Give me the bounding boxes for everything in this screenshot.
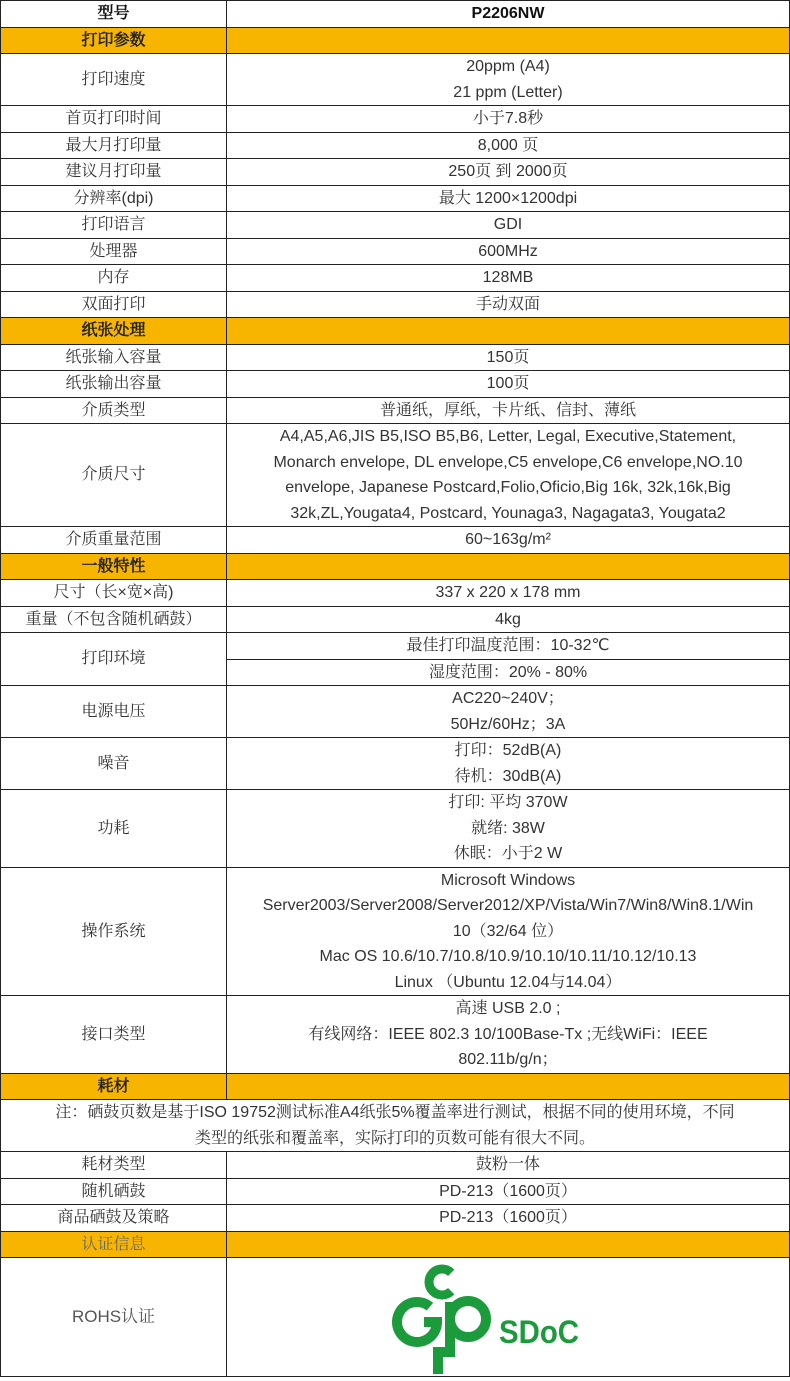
section-title: 纸张处理 (1, 318, 227, 345)
section-consumables (1, 1073, 790, 1100)
spec-label: 内存 (1, 265, 227, 292)
spec-row-environment-temperature (1, 633, 790, 660)
spec-value-line: A4,A5,A6,JIS B5,ISO B5,B6, Letter, Legal, Executive,Statement, (279, 428, 737, 445)
spec-label: 耗材类型 (1, 1152, 227, 1179)
logo-c-mark (429, 1269, 451, 1295)
spec-label: 介质重量范围 (1, 527, 227, 554)
spec-value-line: 10（32/64 位） (452, 922, 564, 940)
spec-value: 湿度范围：20% - 80% (227, 659, 790, 686)
spec-label: 尺寸（长×宽×高) (1, 580, 227, 607)
section-bar-fill (227, 1073, 790, 1100)
spec-label: 电源电压 (1, 686, 227, 738)
spec-row-model (1, 1, 790, 28)
spec-row-dimensions (1, 580, 790, 607)
spec-value-line: 休眠：小于2 W (453, 845, 563, 862)
section-bar-fill (227, 318, 790, 345)
spec-value-line: 高速 USB 2.0 ; (455, 1000, 561, 1017)
section-bar-fill (227, 27, 790, 54)
spec-value-line: 有线网络：IEEE 802.3 10/100Base-Tx ;无线WiFi：IEEE (308, 1025, 708, 1043)
spec-label: 双面打印 (1, 291, 227, 318)
spec-label: ROHS认证 (1, 1258, 227, 1377)
spec-row-memory (1, 265, 790, 292)
spec-row-interface (1, 996, 790, 1074)
section-general (1, 553, 790, 580)
spec-label: 打印语言 (1, 212, 227, 239)
spec-label: 功耗 (1, 790, 227, 868)
spec-value (227, 996, 790, 1074)
spec-label: 分辨率(dpi) (1, 185, 227, 212)
spec-value: 手动双面 (227, 291, 790, 318)
spec-value: 150页 (227, 344, 790, 371)
spec-value-line: 就绪: 38W (471, 819, 545, 837)
spec-value (227, 867, 790, 996)
spec-value-line: 50Hz/60Hz；3A (450, 715, 566, 733)
logo-g-mark (397, 1302, 437, 1342)
spec-value: 最大 1200×1200dpi (227, 185, 790, 212)
spec-value (227, 54, 790, 106)
spec-value: PD-213（1600页） (227, 1205, 790, 1232)
spec-value-line: 打印：52dB(A) (454, 742, 562, 759)
spec-label: 打印环境 (1, 633, 227, 686)
spec-label: 接口类型 (1, 996, 227, 1074)
spec-value-line: Monarch envelope, DL envelope,C5 envelope,C6 envelope,NO.10 (273, 453, 743, 471)
spec-label: 重量（不包含随机硒鼓） (1, 606, 227, 633)
spec-label: 打印速度 (1, 54, 227, 106)
spec-row-print-speed (1, 54, 790, 106)
spec-label: 纸张输入容量 (1, 344, 227, 371)
section-title: 认证信息 (1, 1231, 227, 1258)
spec-value-line: Linux （Ubuntu 12.04与14.04） (394, 973, 622, 991)
section-paper-handling (1, 318, 790, 345)
spec-row-media-type (1, 397, 790, 424)
spec-row-power-consumption (1, 790, 790, 868)
spec-row-duplex (1, 291, 790, 318)
spec-label: 首页打印时间 (1, 106, 227, 133)
section-bar-fill (227, 1231, 790, 1258)
section-print-params (1, 27, 790, 54)
spec-value: 8,000 页 (227, 132, 790, 159)
section-title: 一般特性 (1, 553, 227, 580)
spec-value-line: 20ppm (A4) (466, 58, 550, 75)
spec-label: 商品硒鼓及策略 (1, 1205, 227, 1232)
logo-p-bowl (450, 1301, 486, 1337)
spec-value (227, 686, 790, 738)
spec-row-resolution (1, 185, 790, 212)
spec-value-line: 打印: 平均 370W (448, 794, 568, 811)
spec-value: 60~163g/m² (227, 527, 790, 554)
spec-value-line: AC220~240V； (452, 690, 564, 707)
gp-sdoc-logo-icon (231, 1258, 790, 1376)
spec-label: 建议月打印量 (1, 159, 227, 186)
spec-label: 介质类型 (1, 397, 227, 424)
spec-row-input-capacity (1, 344, 790, 371)
spec-value-line: 802.11b/g/n； (458, 1051, 558, 1068)
section-title: 打印参数 (1, 27, 227, 54)
spec-value: PD-213（1600页） (227, 1178, 790, 1205)
spec-row-power-supply (1, 686, 790, 738)
spec-label: 噪音 (1, 738, 227, 790)
spec-value-line: Server2003/Server2008/Server2012/XP/Vista/Win7/Win8/Win8.1/Win (262, 897, 754, 914)
logo-p-stem (438, 1302, 450, 1374)
spec-value (227, 790, 790, 868)
spec-value: 最佳打印温度范围：10-32℃ (227, 633, 790, 660)
logo-text: SDoC (499, 1314, 579, 1350)
spec-row-output-capacity (1, 371, 790, 398)
spec-row-first-page (1, 106, 790, 133)
spec-value-line: 待机：30dB(A) (454, 767, 562, 785)
spec-row-os (1, 867, 790, 996)
section-bar-fill (227, 553, 790, 580)
spec-value: 337 x 220 x 178 mm (227, 580, 790, 607)
spec-value: 100页 (227, 371, 790, 398)
spec-label: 最大月打印量 (1, 132, 227, 159)
spec-value (227, 738, 790, 790)
spec-row-max-monthly (1, 132, 790, 159)
spec-value-line: envelope, Japanese Postcard,Folio,Oficio,Big 16k, 32k,16k,Big (285, 479, 731, 496)
consumables-note (1, 1100, 790, 1152)
spec-row-media-weight (1, 527, 790, 554)
consumables-note-row (1, 1100, 790, 1152)
spec-row-weight (1, 606, 790, 633)
spec-value: 128MB (227, 265, 790, 292)
model-value: P2206NW (227, 1, 790, 28)
spec-value: 鼓粉一体 (227, 1152, 790, 1179)
spec-value: 小于7.8秒 (227, 106, 790, 133)
spec-row-retail-cartridge (1, 1205, 790, 1232)
spec-value-line: Mac OS 10.6/10.7/10.8/10.9/10.10/10.11/10.12/10.13 (319, 948, 697, 965)
spec-value-line: 32k,ZL,Yougata4, Postcard, Younaga3, Nagagata3, Yougata2 (290, 504, 726, 522)
spec-row-recommended-monthly (1, 159, 790, 186)
spec-label: 纸张输出容量 (1, 371, 227, 398)
spec-row-language (1, 212, 790, 239)
section-title: 耗材 (1, 1073, 227, 1100)
spec-value: 普通纸，厚纸，卡片纸、信封、薄纸 (227, 397, 790, 424)
spec-value: 4kg (227, 606, 790, 633)
spec-row-noise (1, 738, 790, 790)
gp-sdoc-logo (227, 1258, 790, 1377)
section-certification (1, 1231, 790, 1258)
spec-label: 操作系统 (1, 867, 227, 996)
spec-value-line: Microsoft Windows (440, 871, 576, 889)
spec-row-media-size (1, 424, 790, 527)
spec-label: 介质尺寸 (1, 424, 227, 527)
spec-row-rohs (1, 1258, 790, 1377)
note-line: 类型的纸张和覆盖率，实际打印的页数可能有很大不同。 (194, 1129, 595, 1147)
spec-label: 处理器 (1, 238, 227, 265)
spec-row-processor (1, 238, 790, 265)
spec-value-line: 21 ppm (Letter) (453, 83, 563, 101)
spec-value: 600MHz (227, 238, 790, 265)
spec-row-consumable-type (1, 1152, 790, 1179)
note-line: 注：硒鼓页数是基于ISO 19752测试标准A4纸张5%覆盖率进行测试，根据不同的使用环境，不同 (55, 1104, 735, 1121)
spec-value (227, 424, 790, 527)
spec-value: GDI (227, 212, 790, 239)
model-label: 型号 (1, 1, 227, 28)
spec-value: 250页 到 2000页 (227, 159, 790, 186)
spec-row-bundled-cartridge (1, 1178, 790, 1205)
spec-label: 随机硒鼓 (1, 1178, 227, 1205)
